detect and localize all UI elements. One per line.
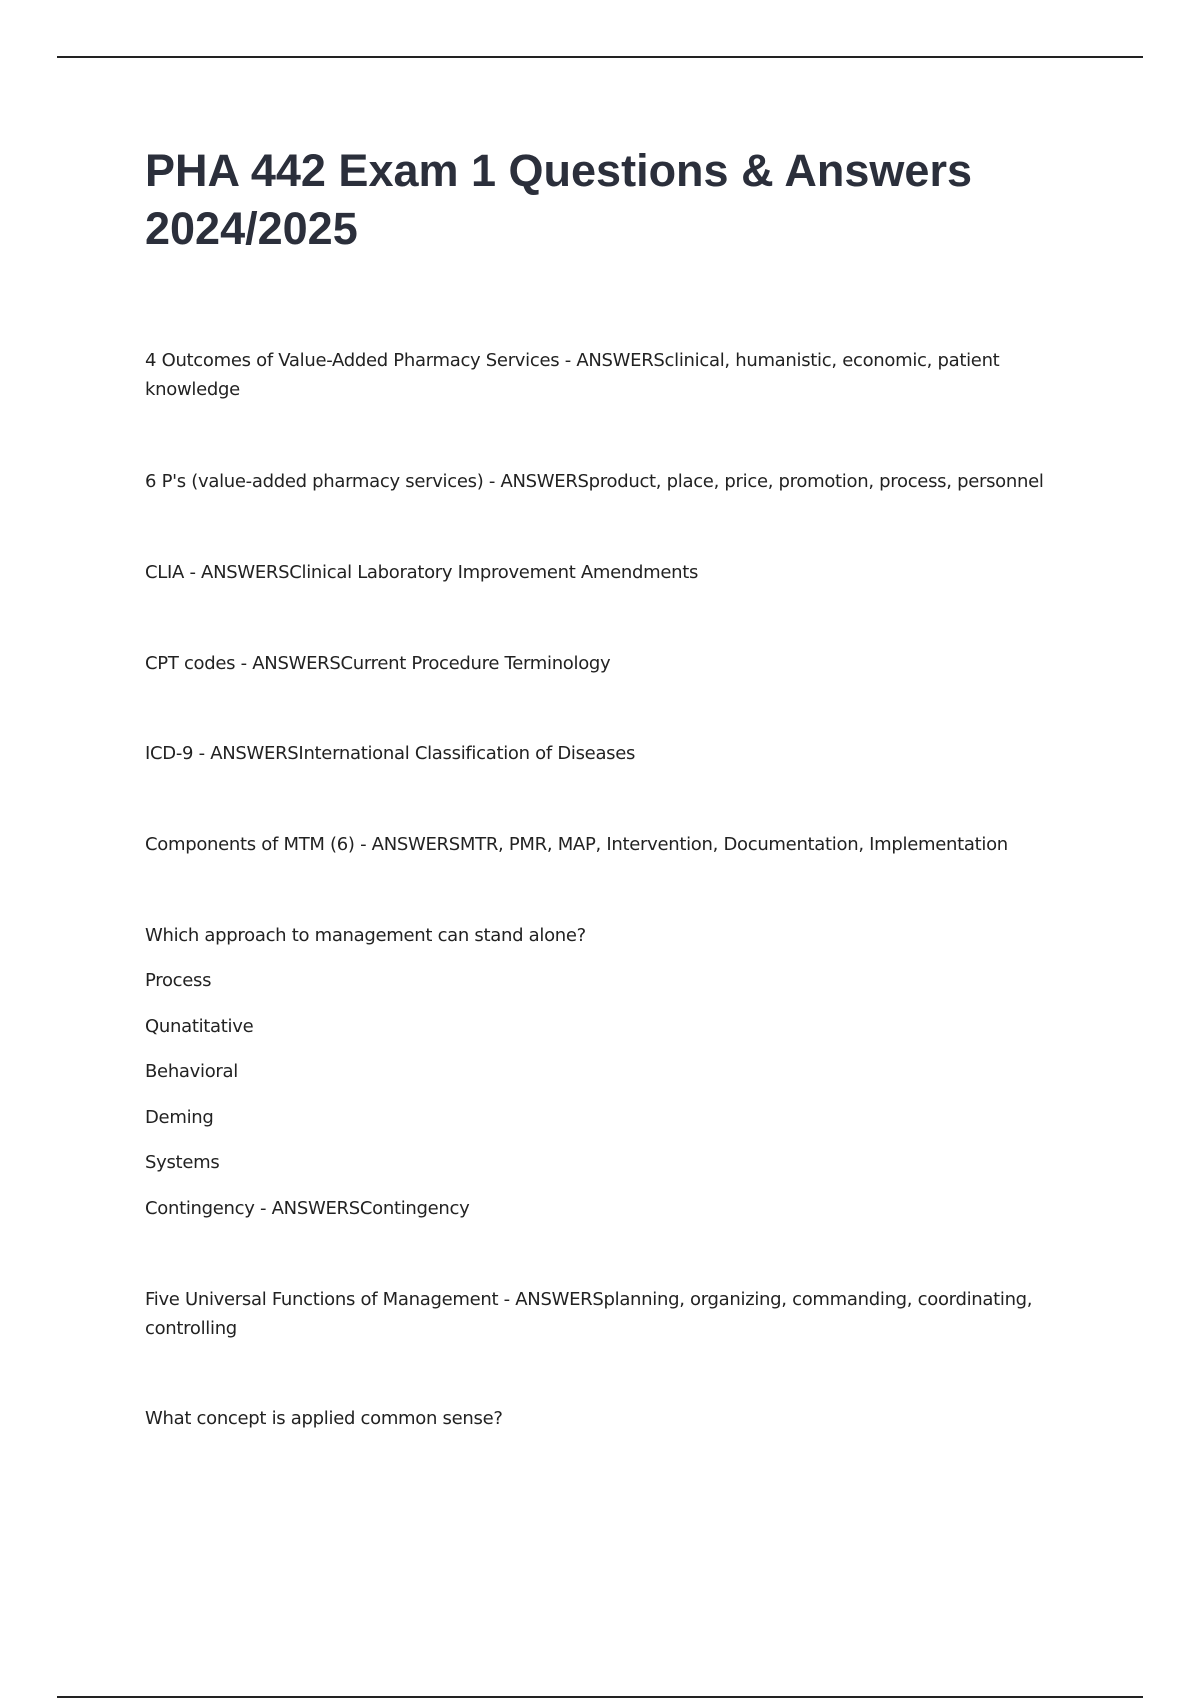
qa-entry-mtm: Components of MTM (6) - ANSWERSMTR, PMR, MAP, Intervention, Documentation, Implementation — [145, 834, 1008, 855]
bottom-divider — [57, 1696, 1143, 1698]
option-process: Process — [145, 970, 212, 991]
qa-entry-outcomes: 4 Outcomes of Value-Added Pharmacy Services - ANSWERSclinical, humanistic, economic, patient knowledge — [145, 350, 1000, 400]
document-title: PHA 442 Exam 1 Questions & Answers 2024/2025 — [145, 145, 972, 254]
qa-entry-cpt: CPT codes - ANSWERSCurrent Procedure Terminology — [145, 653, 611, 674]
qa-entry-six-ps: 6 P's (value-added pharmacy services) - ANSWERSproduct, place, price, promotion, process, personnel — [145, 471, 1044, 492]
question-management-approach: Which approach to management can stand alone? — [145, 925, 586, 946]
question-applied-common-sense: What concept is applied common sense? — [145, 1408, 503, 1429]
option-systems: Systems — [145, 1152, 220, 1173]
qa-entry-universal-functions: Five Universal Functions of Management - ANSWERSplanning, organizing, commanding, coordinating, controlling — [145, 1289, 1033, 1339]
qa-entry-icd9: ICD-9 - ANSWERSInternational Classification of Diseases — [145, 743, 636, 764]
option-deming: Deming — [145, 1107, 214, 1128]
qa-entry-clia: CLIA - ANSWERSClinical Laboratory Improvement Amendments — [145, 562, 699, 583]
option-quantitative: Qunatitative — [145, 1016, 254, 1037]
option-behavioral: Behavioral — [145, 1061, 238, 1082]
top-divider — [57, 56, 1143, 58]
option-contingency-answer: Contingency - ANSWERSContingency — [145, 1198, 470, 1219]
